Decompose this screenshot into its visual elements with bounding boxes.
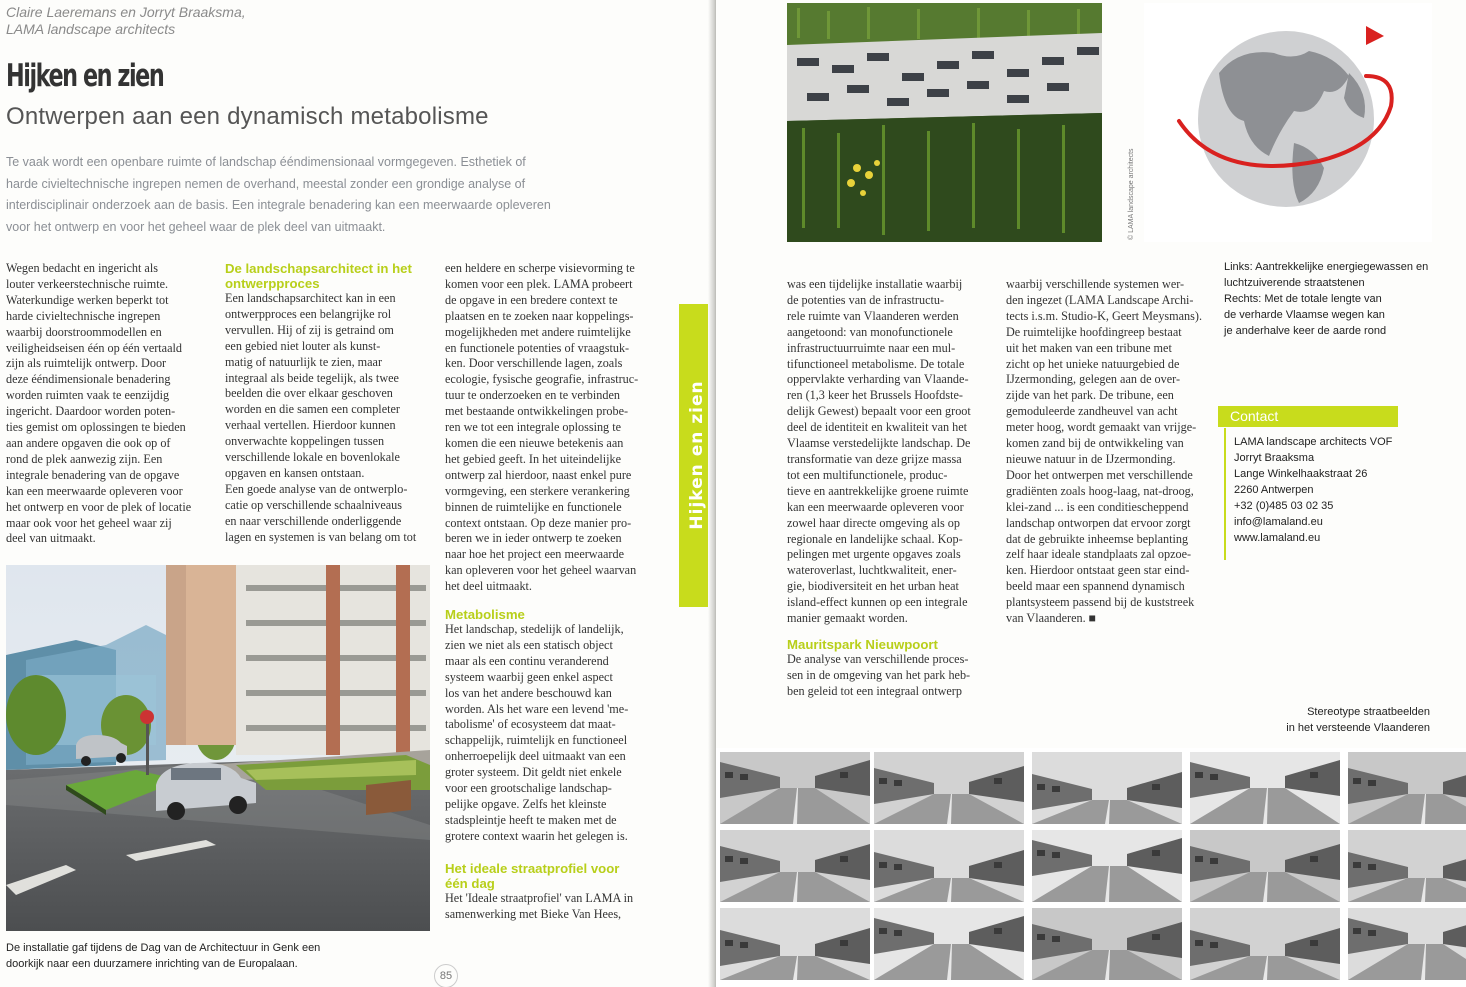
body-line: Het landschap, stedelijk of landelijk, [445, 622, 624, 637]
body-line: deel de identiteit en kwaliteit van het [787, 420, 968, 435]
body-line: een gebied niet louter als kunst- [225, 338, 381, 353]
body-line: maar ook voor het geheel waar zij [6, 515, 172, 530]
contact-person: Jorryt Braaksma [1234, 452, 1315, 464]
globe-figure [1144, 3, 1432, 242]
body-line: tects i.s.m. Studio-K, Geert Meysmans). [1006, 308, 1202, 323]
body-line: gie, biodiversiteit en het urban heat [787, 579, 959, 594]
body-line: gemoduleerde zandheuvel van acht [1006, 404, 1178, 419]
authors [6, 4, 246, 38]
heading-line: Het ideale straatprofiel voor [445, 860, 620, 876]
photo-credit-right: © LAMA landscape architects [1128, 148, 1135, 240]
author-line: Claire Laeremans en Jorryt Braaksma, [6, 4, 246, 20]
author-line: LAMA landscape architects [6, 21, 176, 37]
body-line: aan andere opgaven die ook op of [6, 435, 171, 450]
column-2-text [225, 291, 437, 546]
heading-line: ontwerpproces [225, 276, 320, 291]
body-line: tieve en aantrekkelijke groene ruimte [787, 483, 969, 498]
heading-line: één dag [445, 875, 495, 891]
body-column-1 [6, 261, 216, 547]
body-line: pelingen met urgente opgaves zoals [787, 547, 961, 562]
body-line: komen die een nieuwe betekenis aan [445, 435, 624, 450]
body-line: ecologie, fysische geografie, infrastruc- [445, 372, 639, 387]
body-line: het deel uitmaakt. [445, 579, 532, 594]
intro-line: Te vaak wordt een openbare ruimte of landschap ééndimensionaal vormgegeven. Esthetiek of [6, 155, 526, 169]
body-line: beren we in ieder ontwerp te zoeken [445, 531, 622, 546]
article-subtitle: Ontwerpen aan een dynamisch metabolisme [6, 103, 489, 130]
street-thumbnail [1190, 830, 1340, 902]
caption-line: De installatie gaf tijdens de Dag van de Architectuur in Genk een [6, 942, 321, 954]
body-line: Een landschapsarchitect kan in een [225, 291, 396, 305]
body-line: het gebied geeft. In het uiteindelijke [445, 451, 621, 466]
body-line: tabolisme' of ecosysteem dat maat- [445, 717, 616, 732]
section-heading-mauritspark: Mauritspark Nieuwpoort [787, 636, 938, 652]
body-line: zowel haar directe omgeving als op [787, 515, 960, 530]
body-line: onverwachte koppelingen tussen [225, 434, 385, 449]
right-body-column-1 [787, 277, 999, 700]
caption-line: Links: Aantrekkelijke energiegewassen en [1224, 261, 1429, 273]
street-thumbnail [1348, 908, 1466, 980]
street-thumbnail [720, 752, 870, 824]
body-line: zelf haar ideale standplaats zal opzoe- [1006, 547, 1192, 562]
body-line: schappelijk, ruimtelijk en functioneel [445, 733, 628, 748]
body-line: binnen de ruimtelijke en functionele [445, 499, 622, 514]
article-title: Hijken en zien [6, 58, 164, 94]
body-line: naar hoe het project een meerwaarde [445, 547, 624, 562]
body-line: de potenties van de infrastructu- [787, 292, 945, 307]
body-line: ren (1,3 keer het Brussels Hoofdste- [787, 388, 963, 403]
caption-line: doorkijk naar een duurzamere inrichting van de Europalaan. [6, 958, 298, 970]
body-line: aangetoond: van monofunctionele [787, 324, 953, 339]
body-line: wateroverlast, luchtkwaliteit, ener- [787, 563, 957, 578]
street-caption [1276, 704, 1430, 736]
caption-line: je anderhalve keer de aarde rond [1224, 325, 1387, 337]
body-line: deel van uitmaakt. [6, 531, 96, 546]
body-line: regionale en landelijke schaal. Kop- [787, 531, 963, 546]
column-3-text [445, 261, 659, 595]
energy-crops-image [787, 3, 1102, 242]
body-line: een heldere en scherpe visievorming te [445, 261, 635, 275]
body-line: groter systeem. Dit geldt niet enkele [445, 765, 622, 780]
body-line: lagen en systemen is van belang om tot [225, 529, 417, 544]
street-thumbnail [1032, 830, 1182, 902]
body-line: harde civieltechnische ingrepen [6, 308, 161, 323]
body-line: den ingezet (LAMA Landscape Archi- [1006, 292, 1194, 307]
contact-company: LAMA landscape architects VOF [1234, 436, 1393, 448]
caption-line: de verharde Vlaamse wegen kan [1224, 309, 1385, 321]
body-line: ontwerpproces een belangrijke rol [225, 306, 392, 321]
body-line: mogelijkheden met andere ruimtelijke [445, 324, 631, 339]
body-line: van Vlaanderen. ■ [1006, 611, 1097, 626]
body-line: context ontstaan. Op deze manier pro- [445, 515, 632, 530]
body-line: tuur te onderzoeken en te verbinden [445, 388, 620, 403]
section-heading-straatprofiel [445, 861, 659, 891]
page-number: 85 [434, 964, 458, 987]
street-thumbnail [1032, 752, 1182, 824]
body-line: landschap ontworpen dat ervoor zorgt [1006, 515, 1191, 530]
body-line: deze ééndimensionale benadering [6, 372, 171, 387]
street-thumbnail [720, 830, 870, 902]
body-line: delijk Gewest) bepaalt voor een groot [787, 404, 971, 419]
energy-crops-photo [787, 3, 1102, 242]
body-line: stadspleintje heeft te maken met de [445, 812, 617, 827]
street-installation-image [6, 565, 430, 931]
photo-caption-left [6, 940, 320, 972]
body-line: zijn als ruimtelijk ontwerp. Door [6, 356, 167, 371]
photo-caption-right [1224, 259, 1428, 339]
street-thumbnail [874, 830, 1024, 902]
body-line: waarbij doorstroommodellen en [6, 324, 162, 339]
body-line: kan een meerwaarde opleveren voor [787, 499, 964, 514]
body-line: Het 'Ideale straatprofiel' van LAMA in [445, 890, 634, 905]
body-line: los van het andere beschouwd kan [445, 685, 612, 700]
body-line: ontwerp zal hierdoor, naast enkel pure [445, 467, 632, 482]
body-line: ben geleid tot een integraal ontwerp [787, 683, 962, 698]
body-line: infrastructuurruimte naar een mul- [787, 340, 956, 355]
body-line: worden ruimten vaak te eenzijdig [6, 388, 170, 403]
body-line: ken. Door verschillende lagen, zoals [445, 356, 623, 371]
body-line: zijde van het park. De tribune, een [1006, 388, 1174, 403]
contact-email[interactable]: info@lamaland.eu [1234, 516, 1323, 528]
section-side-tab-label: Hijken en zien [687, 380, 707, 530]
body-line: ingericht. Daardoor worden poten- [6, 404, 176, 419]
body-line: Door het ontwerpen met verschillende [1006, 467, 1193, 482]
body-line: beeld maar een spannend dynamisch [1006, 579, 1185, 594]
body-line: vormgeving, een sterkere verankering [445, 483, 630, 498]
body-line: maar als een continu veranderend [445, 653, 609, 668]
right-page [716, 0, 1466, 987]
body-line: vervullen. Hij of zij is getraind om [225, 322, 394, 337]
heading-line: De landschapsarchitect in het [225, 261, 412, 276]
straatprofiel-text [445, 891, 659, 923]
street-thumbnail [874, 752, 1024, 824]
metabolisme-text [445, 622, 659, 845]
intro-paragraph [6, 152, 551, 239]
left-page [0, 0, 712, 987]
body-line: gradiënten zoals hoog-laag, nat-droog, [1006, 483, 1194, 498]
intro-line: interdisciplinair onderzoek aan de basis. Een integrale benadering kan een meerwaarde opleveren [6, 198, 551, 213]
body-column-3 [445, 261, 659, 923]
body-line: kan een meerwaarde opleveren voor [6, 483, 183, 498]
body-line: matig of natuurlijk te zien, maar [225, 354, 383, 369]
body-line: island-effect kunnen op een integrale [787, 595, 968, 610]
body-line: louter verkeerstechnische ruimte. [6, 276, 169, 291]
street-thumbnail [1348, 830, 1466, 902]
body-line: rele ruimte van Vlaanderen werden [787, 308, 959, 323]
body-line: sen in de omgeving van het park heb- [787, 667, 971, 682]
body-line: rond de plek aanwezig zijn. Een [6, 451, 163, 466]
body-line: pelijke opgave. Zelfs het kleinste [445, 797, 607, 811]
section-heading-landschapsarchitect [225, 261, 437, 291]
right-column-2-text [1006, 277, 1220, 627]
body-line: het ontwerp en voor de plek of locatie [6, 499, 192, 514]
body-line: grotere context waarin het gelegen is. [445, 828, 628, 843]
caption-line: Rechts: Met de totale lengte van [1224, 293, 1382, 305]
body-line: worden. Als het ware een levend 'me- [445, 701, 629, 716]
contact-rule [1224, 428, 1226, 560]
street-thumbnail [874, 908, 1024, 980]
body-line: zien we niet als een statisch object [445, 637, 613, 652]
section-heading-metabolisme: Metabolisme [445, 607, 525, 623]
caption-line: in het versteende Vlaanderen [1286, 722, 1430, 734]
contact-city: 2260 Antwerpen [1234, 484, 1314, 496]
right-body-column-2 [1006, 277, 1220, 627]
body-line: veiligheidseisen één op één vertaald [6, 340, 182, 355]
body-line: ties gemist om oplossingen te bieden [6, 420, 186, 435]
body-line: nieuwe natuur in de IJzermonding. [1006, 451, 1176, 466]
street-thumbnail [1032, 908, 1182, 980]
body-line: worden en die samen een completer [225, 402, 400, 417]
body-line: met bestaande ontwikkelingen probe- [445, 404, 629, 419]
street-thumbnail [1348, 752, 1466, 824]
body-line: dat de gebruikte inheemse beplanting [1006, 531, 1189, 546]
street-thumbnail [1190, 752, 1340, 824]
body-line: uit het maken van een tribune met [1006, 340, 1172, 355]
body-line: plaatsen en te zoeken naar koppelings- [445, 308, 634, 323]
body-line: waarbij verschillende systemen wer- [1006, 277, 1185, 291]
body-line: meter hoog, wordt gemaakt van vrijge- [1006, 420, 1197, 435]
body-line: opgaven en kansen ontstaan. [225, 465, 365, 480]
body-line: komen zand bij de ontwikkeling van [1006, 436, 1184, 451]
contact-block [1234, 434, 1392, 546]
body-line: onherroepelijk deel uitmaakt van een [445, 749, 626, 764]
body-line: plantsysteem passend bij de kuststreek [1006, 595, 1195, 610]
mauritspark-text [787, 652, 999, 700]
street-thumbnails-grid [716, 748, 1466, 987]
body-line: en naar verschillende onderliggende [225, 513, 402, 528]
intro-line: harde civieltechnische ingrepen nemen de overhand, meestal zonder een grondige analyse of [6, 176, 526, 191]
body-line: systeem waarbij geen enkel aspect [445, 669, 613, 684]
body-line: tot een multifunctionele, produc- [787, 467, 948, 482]
body-line: oppervlakte verharding van Vlaande- [787, 372, 969, 387]
body-line: verschillende lokale en bovenlokale [225, 450, 400, 465]
body-line: kan opleveren voor het geheel waarvan [445, 563, 637, 578]
globe-icon [1144, 3, 1432, 242]
body-line: Een goede analyse van de ontwerplo- [225, 481, 408, 496]
body-line: was een tijdelijke installatie waarbij [787, 277, 963, 291]
body-line: manier gemaakt worden. [787, 611, 908, 626]
body-line: verhaal vertellen. Hierdoor kunnen [225, 418, 396, 433]
caption-line: Stereotype straatbeelden [1307, 706, 1430, 718]
body-line: beelden die over elkaar geschoven [225, 386, 393, 401]
body-line: Wegen bedacht en ingericht als [6, 261, 158, 275]
street-thumbnail [720, 908, 870, 980]
body-line: Vlaamse verstedelijkte landschap. De [787, 436, 971, 451]
body-line: De analyse van verschillende proces- [787, 651, 969, 666]
contact-phone[interactable]: +32 (0)485 03 02 35 [1234, 500, 1334, 512]
body-line: zicht op het unieke natuurgebied de [1006, 356, 1180, 371]
genk-street-photo [6, 565, 430, 931]
right-column-1-text [787, 277, 999, 627]
contact-street: Lange Winkelhaakstraat 26 [1234, 468, 1368, 480]
body-line: Waterkundige werken beperkt tot [6, 292, 169, 307]
body-line: de opgave in een bredere context te [445, 292, 618, 307]
body-line: ken. Hierdoor ontstaat geen star eind- [1006, 563, 1190, 578]
body-line: en functionele potenties of vraagstuk- [445, 340, 630, 355]
body-line: klei-zand ... is een conditiescheppend [1006, 499, 1189, 514]
contact-heading: Contact [1218, 406, 1398, 427]
street-thumbnail [1190, 908, 1340, 980]
body-line: integraal als beide tegelijk, als twee [225, 370, 399, 385]
intro-line: voor het ontwerp en voor het geheel waar de plek deel van uitmaakt. [6, 220, 386, 235]
body-column-2 [225, 261, 437, 546]
body-line: IJzermonding, gelegen aan de over- [1006, 372, 1181, 387]
contact-website[interactable]: www.lamaland.eu [1234, 532, 1321, 544]
caption-line: luchtzuiverende straatstenen [1224, 277, 1365, 289]
body-line: transformatie van deze grijze massa [787, 451, 962, 466]
body-line: samenwerking met Bieke Van Hees, [445, 906, 622, 921]
body-line: De ruimtelijke hoofdingreep bestaat [1006, 324, 1182, 339]
body-line: komen voor een plek. LAMA probeert [445, 276, 633, 291]
body-line: voor een grootschalige landschap- [445, 781, 612, 796]
body-line: integrale benadering van de opgave [6, 467, 180, 482]
body-line: ren we tot een integrale oplossing te [445, 420, 621, 435]
body-line: catie op verschillende schaalniveaus [225, 497, 402, 512]
body-line: tifunctioneel metabolisme. De totale [787, 356, 965, 371]
